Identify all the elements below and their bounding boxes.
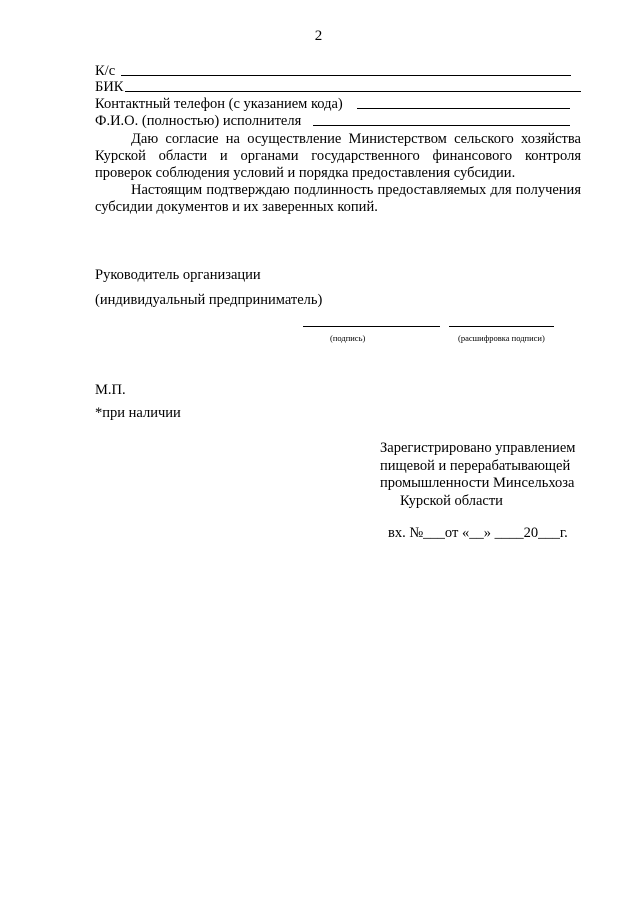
executor-name-field bbox=[95, 112, 570, 130]
page-number: 2 bbox=[314, 28, 323, 44]
registration-line-1: Зарегистрировано управлением bbox=[380, 440, 576, 456]
registration-line-3: промышленности Минсельхоза bbox=[380, 475, 575, 491]
confirmation-text: Настоящим подтверждаю подлинность предоставляемых для получения субсидии документов и их заверенных копий. bbox=[95, 182, 581, 215]
contact-phone-label: Контактный телефон (с указанием кода) bbox=[95, 96, 343, 112]
correspondent-account-blank[interactable] bbox=[121, 75, 571, 76]
signature-decryption-caption: (расшифровка подписи) bbox=[458, 333, 545, 343]
correspondent-account-label: К/с bbox=[95, 63, 116, 79]
inbound-number: вх. №___от «__» ____20___г. bbox=[388, 525, 568, 541]
signatory-subtitle: (индивидуальный предприниматель) bbox=[95, 292, 323, 308]
contact-phone-field bbox=[95, 95, 570, 113]
executor-name-blank[interactable] bbox=[313, 125, 570, 126]
bik-field bbox=[95, 78, 581, 96]
stamp-place-label: М.П. bbox=[95, 382, 126, 398]
signature-caption: (подпись) bbox=[330, 333, 366, 343]
bik-label: БИК bbox=[95, 79, 124, 95]
bik-blank[interactable] bbox=[125, 91, 581, 92]
registration-line-2: пищевой и перерабатывающей bbox=[380, 457, 571, 474]
signature-line[interactable] bbox=[303, 326, 440, 327]
executor-name-label: Ф.И.О. (полностью) исполнителя bbox=[95, 113, 302, 129]
consent-text: Даю согласие на осуществление Министерством сельского хозяйства Курской области и органами государственного финансового контроля проверок соблюдения условий и порядка предоставления субсидии. bbox=[95, 131, 581, 181]
signatory-title: Руководитель организации bbox=[95, 267, 261, 283]
confirmation-paragraph bbox=[95, 182, 581, 216]
registration-line-4: Курской области bbox=[400, 492, 503, 509]
registration-block bbox=[380, 440, 600, 510]
consent-paragraph bbox=[95, 131, 581, 182]
footnote: *при наличии bbox=[95, 405, 181, 421]
signature-decryption-line[interactable] bbox=[449, 326, 554, 327]
contact-phone-blank[interactable] bbox=[357, 108, 570, 109]
